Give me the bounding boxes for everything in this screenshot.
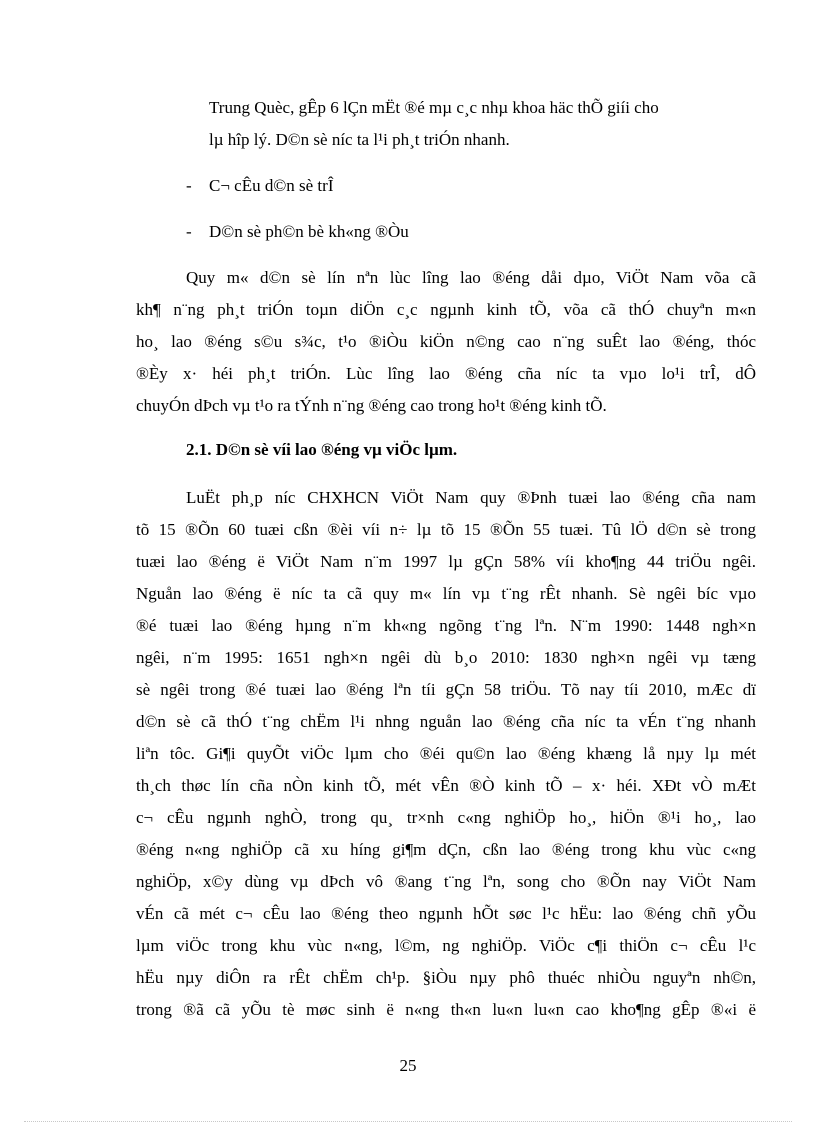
paragraph-line: ®éng n«ng nghiÖp cã xu híng gi¶m dÇn, cßn lao ®éng trong khu vùc c«ng	[136, 840, 756, 859]
section-heading: 2.1. D©n sè víi lao ®éng vµ viÖc lµm.	[186, 440, 458, 459]
paragraph-line: chuyÓn dÞch vµ t¹o ra tÝnh n¨ng ®éng cao trong ho¹t ®éng kinh tÕ.	[136, 396, 607, 415]
paragraph-line: LuËt ph¸p níc CHXHCN ViÖt Nam quy ®Þnh tuæi lao ®éng cña nam	[186, 488, 756, 507]
paragraph-line: kh¶ n¨ng ph¸t triÓn toµn diÖn c¸c ngµnh kinh tÕ, võa cã thÓ chuyªn m«n	[136, 300, 756, 319]
page-number: 25	[399, 1056, 417, 1075]
paragraph-line: ngêi, n¨m 1995: 1651 ngh×n ngêi dù b¸o 2010: 1830 ngh×n ngêi vµ tæng	[136, 648, 756, 667]
paragraph-line: Quy m« d©n sè lín nªn lùc lîng lao ®éng dåi dµo, ViÖt Nam võa cã	[186, 268, 756, 287]
paragraph-line: th¸ch thøc lín cña nÒn kinh tÕ, mét vÊn ®Ò kinh tÕ – x· héi. XÐt vÒ mÆt	[136, 776, 756, 795]
bullet-text: D©n sè ph©n bè kh«ng ®Òu	[209, 222, 409, 241]
paragraph-line: c¬ cÊu ngµnh nghÒ, trong qu¸ tr×nh c«ng nghiÖp ho¸, hiÖn ®¹i ho¸, lao	[136, 808, 756, 827]
bullet-text: C¬ cÊu d©n sè trÎ	[209, 176, 334, 195]
paragraph-line: sè ngêi trong ®é tuæi lao ®éng lªn tíi gÇn 58 triÖu. Tõ nay tíi 2010, mÆc dï	[136, 680, 756, 699]
paragraph-line: trong ®ã cã yÕu tè møc sinh ë n«ng th«n lu«n lu«n cao kho¶ng gÊp ®«i ë	[136, 1000, 756, 1019]
paragraph-line: tuæi lao ®éng ë ViÖt Nam n¨m 1997 lµ gÇn 58% víi kho¶ng 44 triÖu ngêi.	[136, 552, 756, 571]
paragraph-line: hËu nµy diÔn ra rÊt chËm ch¹p. §iÒu nµy phô thuéc nhiÒu nguyªn nh©n,	[136, 968, 756, 987]
bullet-dash: -	[186, 222, 192, 241]
paragraph-line: lµm viÖc trong khu vùc n«ng, l©m, ng nghiÖp. ViÖc c¶i thiÖn c¬ cÊu l¹c	[136, 936, 756, 955]
paragraph-line: Nguån lao ®éng ë níc ta cã quy m« lín vµ t¨ng rÊt nhanh. Sè ngêi bíc vµo	[136, 584, 756, 603]
bullet-dash: -	[186, 176, 192, 195]
paragraph-2	[136, 482, 756, 1026]
intro-line-1: Trung Quèc, gÊp 6 lÇn mËt ®é mµ c¸c nhµ khoa häc thÕ giíi cho	[209, 98, 659, 117]
paragraph-line: vÉn cã mét c¬ cÊu lao ®éng theo ngµnh hÕt søc l¹c hËu: lao ®éng chñ yÕu	[136, 904, 756, 923]
paragraph-line: nghiÖp, x©y dùng vµ dÞch vô ®ang t¨ng lªn, song cho ®Õn nay ViÖt Nam	[136, 872, 756, 891]
paragraph-line: liªn tôc. Gi¶i quyÕt viÖc lµm cho ®éi qu©n lao ®éng khæng lå nµy lµ mét	[136, 744, 756, 763]
paragraph-line: tõ 15 ®Õn 60 tuæi cßn ®èi víi n÷ lµ tõ 15 ®Õn 55 tuæi. Tû lÖ d©n sè trong	[136, 520, 756, 539]
intro-line-2: lµ hîp lý. D©n sè níc ta l¹i ph¸t triÓn nhanh.	[209, 130, 510, 149]
paragraph-line: ®é tuæi lao ®éng hµng n¨m kh«ng ngõng t¨ng lªn. N¨m 1990: 1448 ngh×n	[136, 616, 756, 635]
paragraph-line: ®Èy x· héi ph¸t triÓn. Lùc lîng lao ®éng cña níc ta vµo lo¹i trÎ, dÔ	[136, 364, 756, 383]
paragraph-1	[136, 262, 756, 422]
page-divider	[24, 1121, 792, 1122]
paragraph-line: d©n sè cã thÓ t¨ng chËm l¹i nhng nguån lao ®éng cña níc ta vÉn t¨ng nhanh	[136, 712, 756, 731]
paragraph-line: ho¸ lao ®éng s©u s¾c, t¹o ®iÒu kiÖn n©ng cao n¨ng suÊt lao ®éng, thóc	[136, 332, 756, 351]
